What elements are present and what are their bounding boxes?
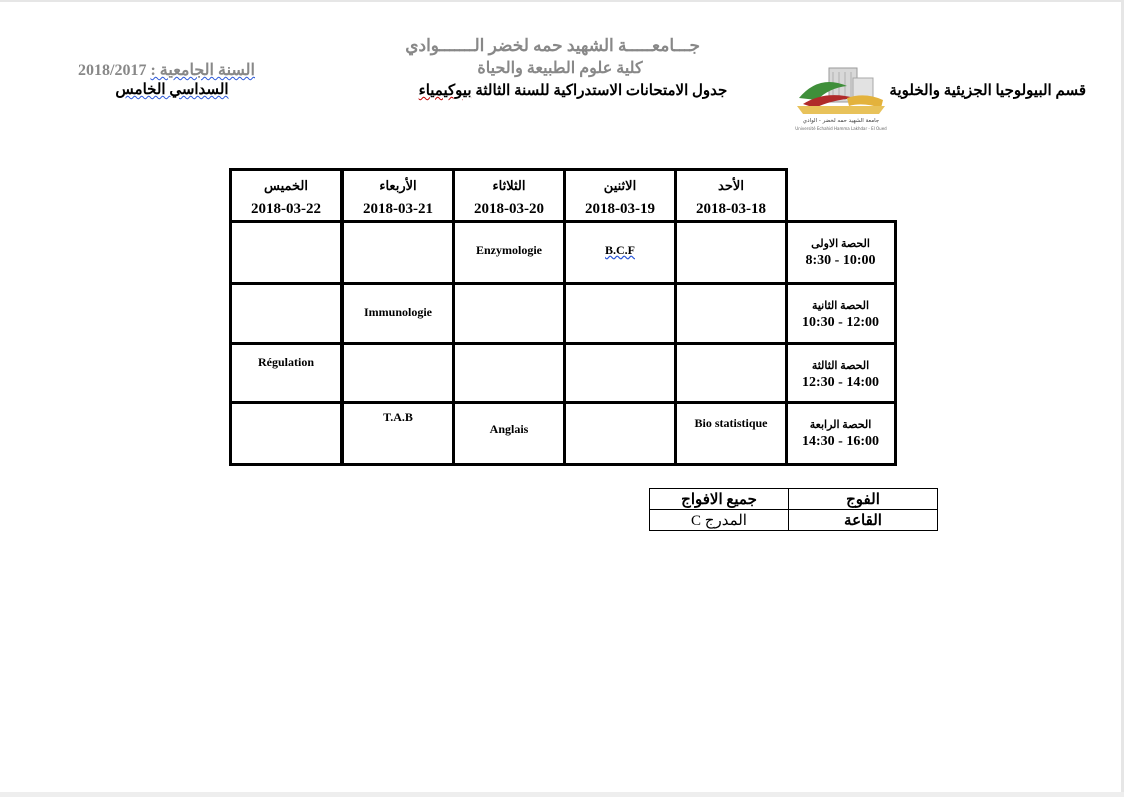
academic-year-label: السنة الجامعية : — [150, 62, 255, 79]
slot-time: 8:30 - 10:00 — [805, 253, 876, 268]
semester: السداسي الخامس — [115, 82, 229, 98]
course-cell — [674, 282, 788, 347]
course-cell — [563, 401, 677, 466]
university-name: جـــامعـــــة الشهيد حمه لخضر الـــــــوادي — [405, 36, 700, 55]
group-row — [650, 489, 938, 510]
group-value: جميع الافواج — [650, 489, 789, 510]
day-header-cell — [563, 168, 677, 226]
course-cell — [341, 401, 455, 466]
exam-title-specialty: بيوكيمياء — [418, 83, 472, 99]
course-cell — [563, 342, 677, 407]
course-cell — [452, 342, 566, 407]
course-name: B.C.F — [605, 243, 635, 257]
day-header-cell — [229, 168, 343, 226]
course-name: Anglais — [489, 422, 529, 436]
academic-year-value: 2018/2017 — [78, 62, 147, 79]
logo-caption: جامعة الشهيد حمه لخضر - الوادي — [802, 118, 880, 124]
time-slot-cell — [784, 342, 897, 407]
course-cell — [229, 220, 343, 285]
exam-title-prefix: جدول الامتحانات الاستدراكية للسنة الثالثة — [475, 83, 728, 99]
day-date: 2018-03-20 — [474, 201, 544, 217]
page-bottom-edge — [0, 792, 1124, 797]
room-row — [650, 510, 938, 531]
time-slot-cell — [784, 401, 897, 466]
group-label: الفوج — [789, 489, 938, 510]
day-date: 2018-03-21 — [363, 201, 433, 217]
day-name: الأحد — [718, 178, 744, 193]
logo-subcaption: Université Echahid Hamma Lakhdar - El Oued — [795, 126, 887, 131]
day-date: 2018-03-19 — [585, 201, 655, 217]
time-slot-cell — [784, 220, 897, 285]
slot-time: 12:30 - 14:00 — [802, 375, 879, 390]
course-cell — [229, 401, 343, 466]
course-cell — [563, 282, 677, 347]
course-cell — [229, 282, 343, 347]
room-label: القاعة — [789, 510, 938, 531]
time-slot-cell — [784, 282, 897, 347]
page-top-edge — [0, 0, 1124, 2]
day-header-cell — [341, 168, 455, 226]
course-cell — [674, 401, 788, 466]
department-name: قسم البيولوجيا الجزيئية والخلوية — [889, 83, 1086, 99]
day-header-cell — [452, 168, 566, 226]
day-name: الأربعاء — [379, 178, 417, 193]
course-cell — [341, 282, 455, 347]
slot-name: الحصة الثانية — [811, 300, 870, 312]
day-header-cell — [674, 168, 788, 226]
slot-time: 10:30 - 12:00 — [802, 315, 879, 330]
day-name: الخميس — [264, 178, 308, 193]
academic-year — [78, 60, 266, 80]
exam-schedule-table — [229, 168, 897, 464]
day-name: الثلاثاء — [492, 178, 526, 193]
exam-title — [412, 81, 734, 100]
day-date: 2018-03-22 — [251, 201, 321, 217]
course-cell — [341, 220, 455, 285]
slot-name: الحصة الرابعة — [809, 419, 872, 431]
course-name: Enzymologie — [476, 243, 542, 257]
course-name: Immunologie — [363, 305, 432, 319]
course-cell — [452, 282, 566, 347]
course-cell — [341, 342, 455, 407]
day-name: الاثنين — [603, 178, 637, 193]
room-value: المدرج C — [650, 510, 789, 531]
course-cell — [674, 220, 788, 285]
faculty-name: كلية علوم الطبيعة والحياة — [477, 60, 643, 77]
course-cell — [674, 342, 788, 407]
course-name: Régulation — [257, 355, 314, 369]
group-room-table — [649, 488, 938, 531]
slot-name: الحصة الاولى — [811, 238, 870, 250]
day-date: 2018-03-18 — [696, 201, 766, 217]
course-name: T.A.B — [383, 410, 413, 424]
university-logo — [795, 64, 887, 134]
course-cell — [452, 401, 566, 466]
course-name: Bio statistique — [694, 416, 768, 430]
slot-name: الحصة الثالثة — [811, 360, 870, 372]
slot-time: 14:30 - 16:00 — [802, 434, 879, 449]
course-cell — [452, 220, 566, 285]
course-cell — [229, 342, 343, 407]
course-cell — [563, 220, 677, 285]
